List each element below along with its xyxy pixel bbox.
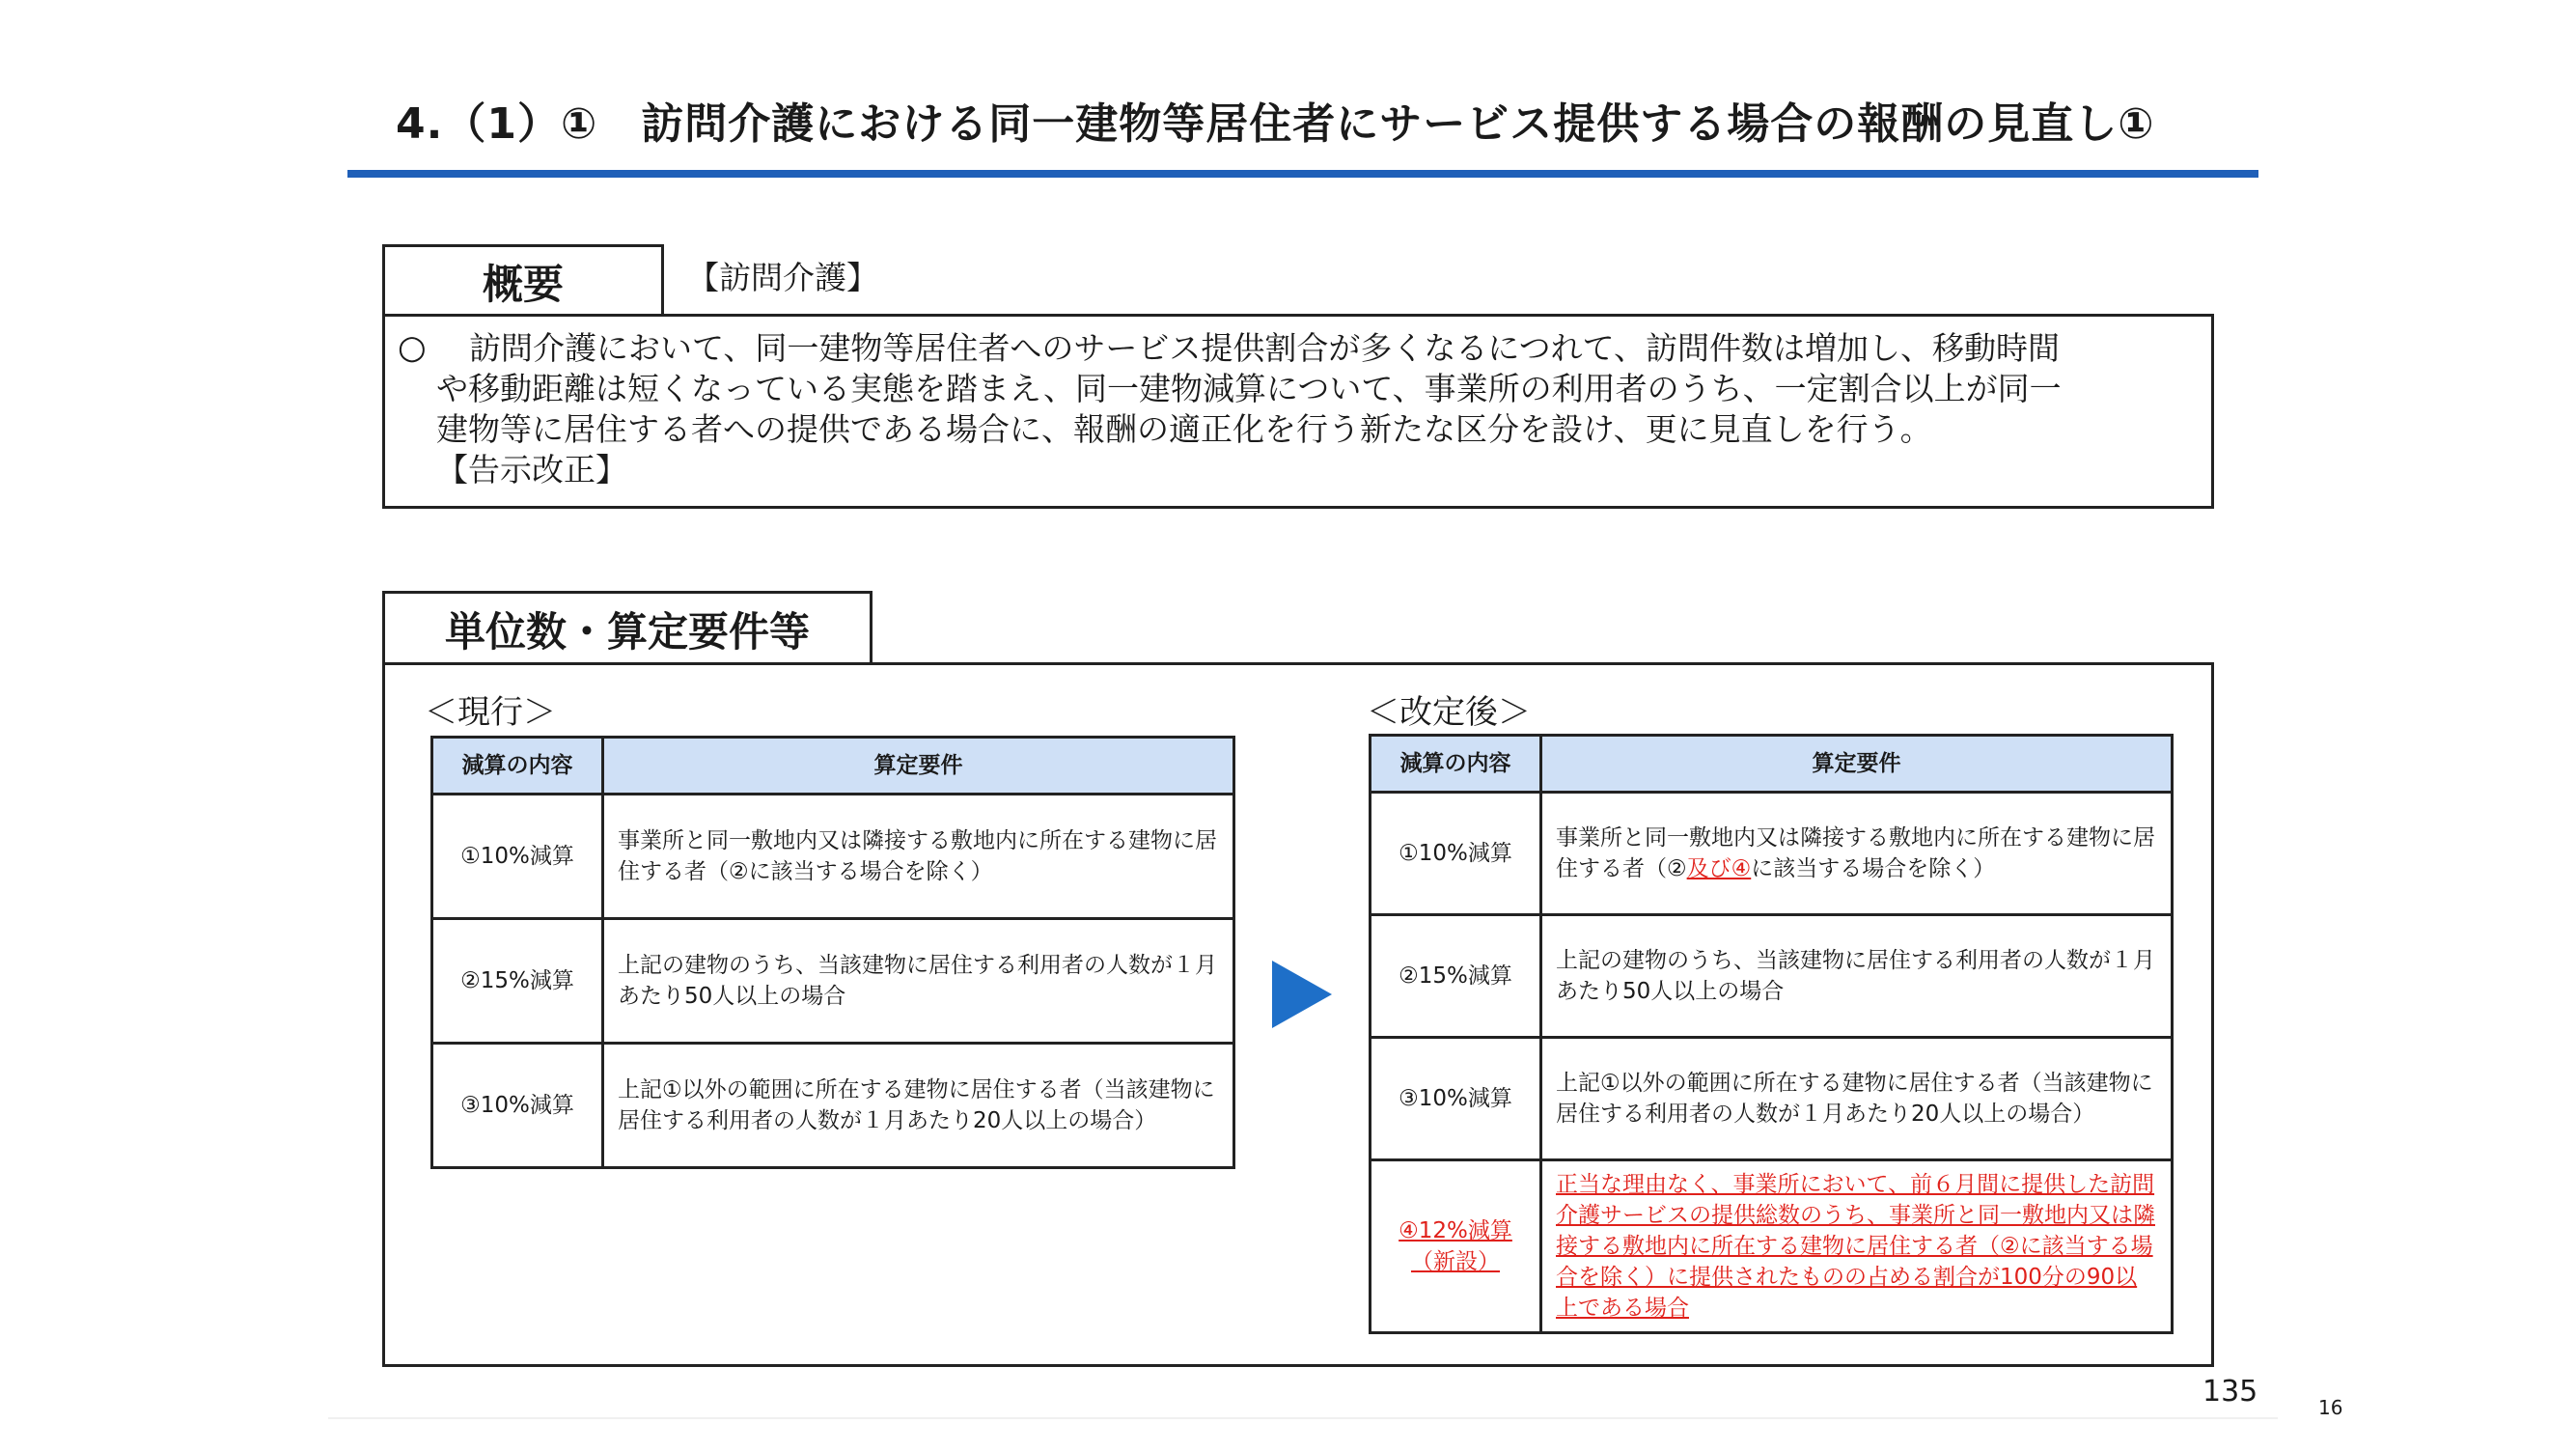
new-type-label: ④12%減算 — [1399, 1218, 1512, 1243]
table-row — [1371, 793, 2173, 915]
slide-number: 16 — [2318, 1396, 2343, 1419]
page-number: 135 — [2202, 1375, 2258, 1409]
table-row — [1371, 1038, 2173, 1160]
page-title: 4.（1）① 訪問介護における同一建物等居住者にサービス提供する場合の報酬の見直し① — [396, 99, 2155, 149]
current-table — [430, 736, 1235, 1169]
cell-requirement-new: 正当な理由なく、事業所において、前６月間に提供した訪問介護サービスの提供総数のうち、事業所と同一敷地内又は隣接する敷地内に所在する建物に居住する者（②に該当する場合を除く）に提供されたものの占める割合が100分の90以上である場合 — [1541, 1160, 2173, 1333]
revised-table — [1369, 734, 2174, 1334]
new-type-note: （新設） — [1411, 1249, 1500, 1274]
triangle-right-icon — [1272, 961, 1332, 1028]
cell-requirement — [1541, 793, 2173, 915]
cell-type-new — [1371, 1160, 1541, 1333]
cell-type: ①10%減算 — [1371, 793, 1541, 915]
service-tag: 【訪問介護】 — [687, 259, 878, 296]
overview-line-2: や移動距離は短くなっている実態を踏まえ、同一建物減算について、事業所の利用者のうち、一定割合以上が同一 — [436, 370, 2062, 407]
cell-requirement: 上記の建物のうち、当該建物に居住する利用者の人数が１月あたり50人以上の場合 — [603, 919, 1234, 1044]
cell-requirement: 上記①以外の範囲に所在する建物に居住する者（当該建物に居住する利用者の人数が１月あたり20人以上の場合） — [1541, 1038, 2173, 1160]
cell-requirement: 上記の建物のうち、当該建物に居住する利用者の人数が１月あたり50人以上の場合 — [1541, 915, 2173, 1038]
overview-line-1: 訪問介護において、同一建物等居住者へのサービス提供割合が多くなるにつれて、訪問件数は増加し、移動時間 — [469, 329, 2061, 367]
section-tab-label: 単位数・算定要件等 — [444, 608, 810, 656]
table-header-row — [1371, 736, 2173, 793]
cell-type: ③10%減算 — [432, 1044, 603, 1168]
table-row — [432, 795, 1234, 919]
cell-type: ②15%減算 — [1371, 915, 1541, 1038]
header-type: 減算の内容 — [432, 738, 603, 795]
overview-line-4: 【告示改正】 — [436, 451, 627, 488]
section-tab — [382, 591, 873, 665]
table-row — [432, 1044, 1234, 1168]
cell-type: ①10%減算 — [432, 795, 603, 919]
requirement-text: 事業所と同一敷地内又は隣接する敷地内に所在する建物に居住する者（② — [1556, 825, 2155, 881]
table-row-new — [1371, 1160, 2173, 1333]
cell-type: ②15%減算 — [432, 919, 603, 1044]
title-underline — [347, 170, 2258, 178]
table-row — [1371, 915, 2173, 1038]
overview-line-3: 建物等に居住する者への提供である場合に、報酬の適正化を行う新たな区分を設け、更に見直しを行う。 — [436, 410, 1932, 448]
overview-text — [436, 328, 2193, 490]
header-requirement: 算定要件 — [603, 738, 1234, 795]
cell-requirement: 事業所と同一敷地内又は隣接する敷地内に所在する建物に居住する者（②に該当する場合を除く） — [603, 795, 1234, 919]
requirement-text: に該当する場合を除く） — [1751, 856, 1996, 881]
overview-tab-label: 概要 — [482, 261, 564, 308]
overview-tab — [382, 244, 664, 317]
table-header-row — [432, 738, 1234, 795]
bottom-divider — [328, 1417, 2278, 1419]
table-row — [432, 919, 1234, 1044]
added-text: 及び④ — [1686, 856, 1752, 881]
header-requirement: 算定要件 — [1541, 736, 2173, 793]
header-type: 減算の内容 — [1371, 736, 1541, 793]
revised-label: ＜改定後＞ — [1367, 693, 1531, 732]
current-label: ＜現行＞ — [425, 693, 556, 732]
overview-bullet: ○ — [398, 328, 427, 367]
cell-requirement: 上記①以外の範囲に所在する建物に居住する者（当該建物に居住する利用者の人数が１月あたり20人以上の場合） — [603, 1044, 1234, 1168]
cell-type: ③10%減算 — [1371, 1038, 1541, 1160]
